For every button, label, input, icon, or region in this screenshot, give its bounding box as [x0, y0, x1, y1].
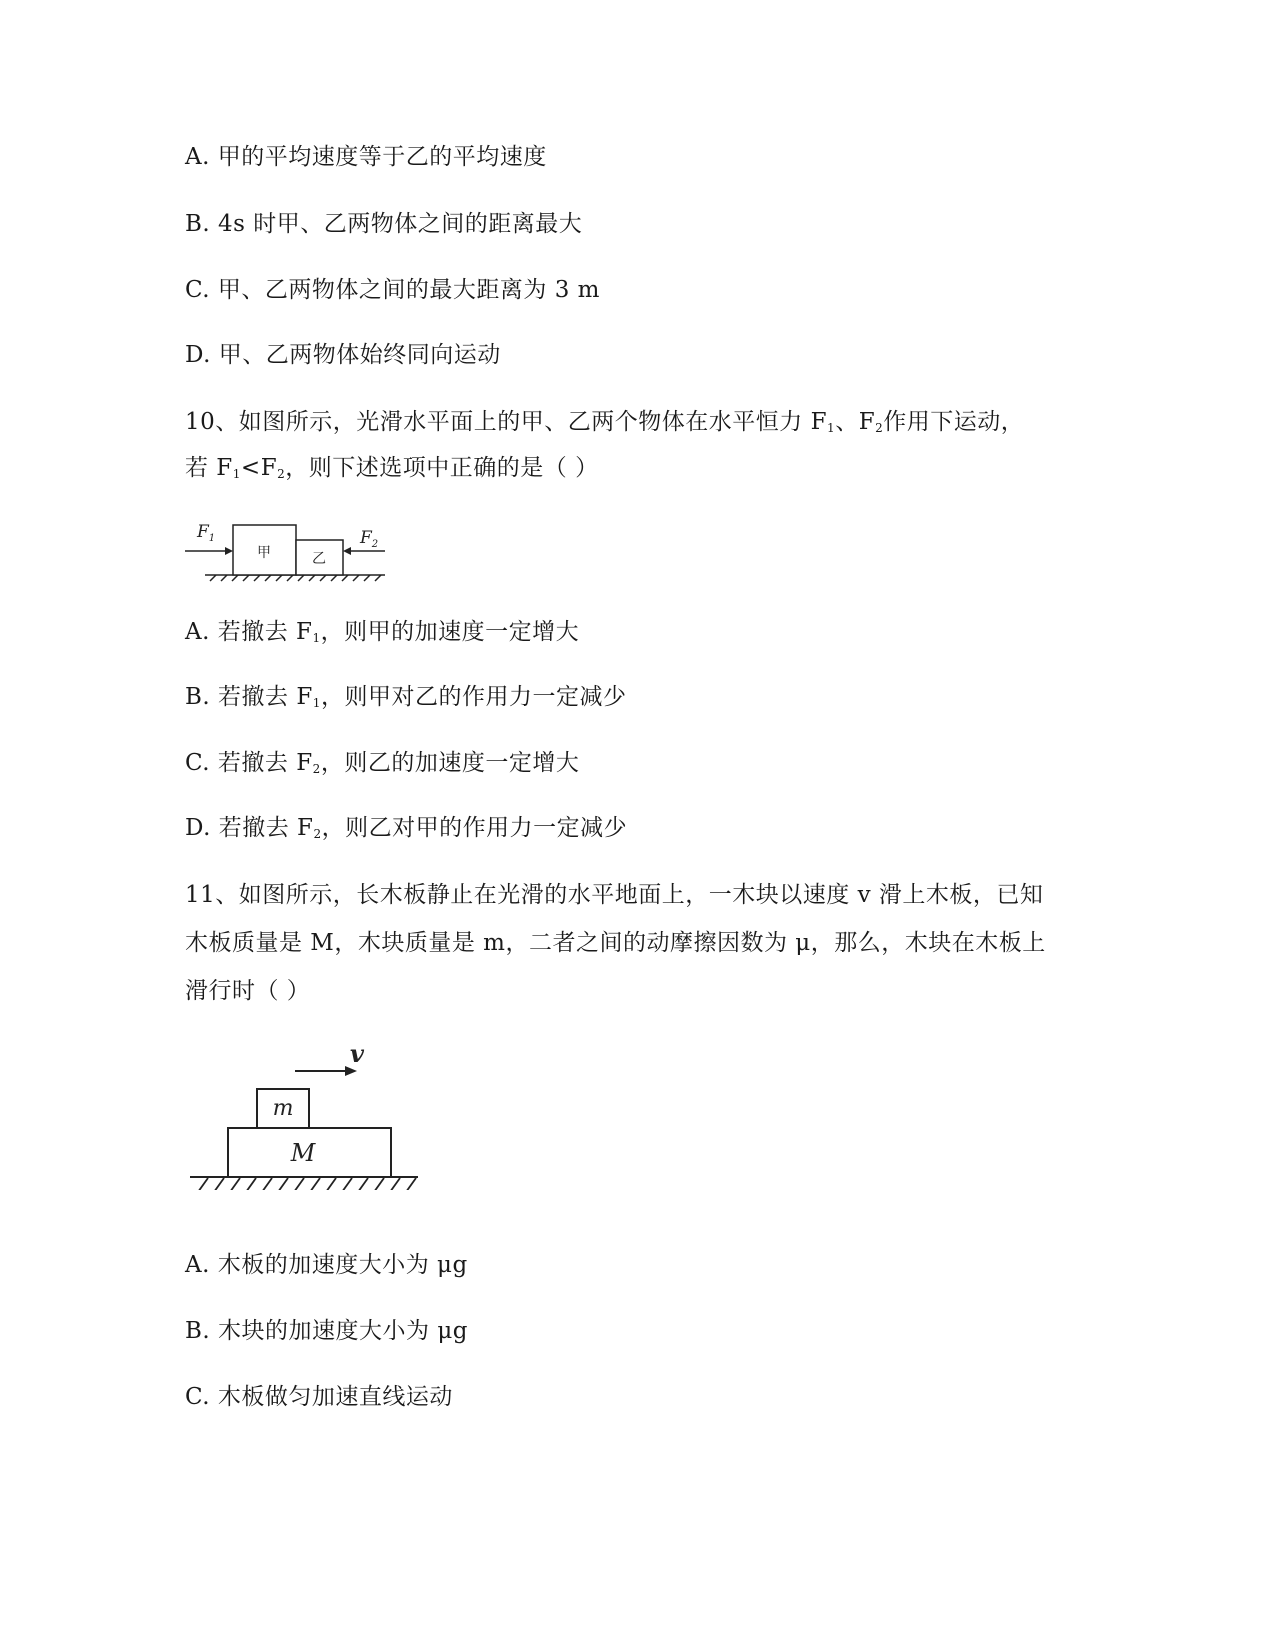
velocity-label: v: [350, 1040, 364, 1068]
q11-stem-line-2: 木板质量是 M，木块质量是 m，二者之间的动摩擦因数为 μ，那么，木块在木板上: [185, 930, 1046, 956]
q10-stem-line-1: 10、如图所示，光滑水平面上的甲、乙两个物体在水平恒力 $F_1$、$F_2$作用下运动，: [185, 409, 1025, 435]
f2-label: $F_2$: [360, 528, 379, 550]
q10-figure: [185, 515, 395, 595]
block-jia-label: 甲: [257, 545, 271, 561]
block-m-label: m: [272, 1096, 294, 1121]
q9-option-c: C. 甲、乙两物体之间的最大距离为 3 m: [185, 277, 600, 303]
board-label: M: [290, 1139, 316, 1167]
q11-option-b: B. 木块的加速度大小为 μg: [185, 1318, 469, 1344]
q11-option-c: C. 木板做匀加速直线运动: [185, 1384, 453, 1410]
block-yi-label: 乙: [312, 551, 326, 567]
q11-stem-line-3: 滑行时（ ）: [185, 978, 311, 1004]
arrow-right-icon: [225, 547, 233, 555]
arrow-left-icon: [343, 547, 351, 555]
q11-option-a: A. 木板的加速度大小为 μg: [185, 1252, 468, 1278]
q10-ground: [205, 575, 385, 581]
f1-label: $F_1$: [197, 522, 216, 544]
q10-stem-line-2: 若 $F_1<F_2$，则下述选项中正确的是（ ）: [185, 455, 599, 481]
q11-figure: [190, 1040, 440, 1190]
q11-ground-hatching: [198, 1178, 416, 1190]
q10-option-d: D. 若撤去 $F_2$，则乙对甲的作用力一定减少: [185, 815, 628, 841]
q9-option-d: D. 甲、乙两物体始终同向运动: [185, 342, 501, 368]
q10-option-b: B. 若撤去 $F_1$，则甲对乙的作用力一定减少: [185, 684, 627, 710]
q10-option-c: C. 若撤去 $F_2$，则乙的加速度一定增大: [185, 750, 580, 776]
q9-option-a: A. 甲的平均速度等于乙的平均速度: [185, 144, 547, 170]
q11-stem-line-1: 11、如图所示，长木板静止在光滑的水平地面上，一木块以速度 v 滑上木板，已知: [185, 882, 1044, 908]
q9-option-b: B. 4s 时甲、乙两物体之间的距离最大: [185, 211, 583, 237]
q10-option-a: A. 若撤去 $F_1$，则甲的加速度一定增大: [185, 619, 580, 645]
